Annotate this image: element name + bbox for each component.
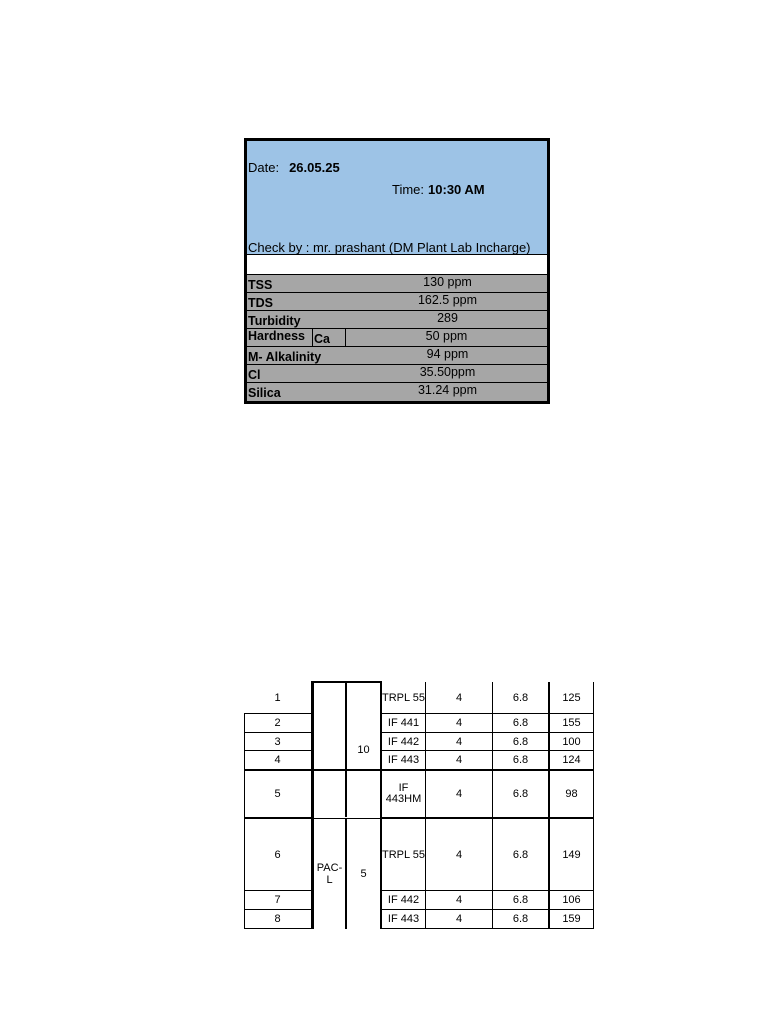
row-no: 7	[274, 894, 281, 906]
row-dose: 4	[455, 691, 463, 704]
row-product: IF 443HM	[385, 782, 422, 805]
param-row-m-alkalinity	[247, 347, 547, 365]
date-label: Date:	[248, 160, 280, 175]
row-result: 106	[562, 894, 581, 906]
row-no: 2	[274, 717, 281, 729]
row-no: 5	[274, 788, 281, 800]
param-name: TSS	[248, 278, 273, 292]
row-ph: 6.8	[512, 788, 529, 800]
row-result: 100	[562, 735, 581, 748]
time-row	[392, 182, 485, 197]
group-dose-2: 5	[360, 868, 367, 880]
param-name: Hardness	[248, 329, 305, 343]
row-result: 124	[562, 754, 581, 766]
row-dose: 4	[455, 754, 463, 766]
row-result: 149	[562, 848, 581, 861]
param-value: 162.5 ppm	[417, 293, 478, 307]
row-ph: 6.8	[512, 848, 529, 861]
param-value: 289	[437, 311, 458, 325]
param-value: 94 ppm	[426, 347, 469, 361]
param-subtype: Ca	[312, 329, 346, 346]
row-result: 98	[565, 788, 578, 800]
param-row-turbidity	[247, 311, 547, 329]
row-ph: 6.8	[512, 735, 529, 748]
checked-by: Check by : mr. prashant (DM Plant Lab Incharge)	[248, 240, 531, 255]
param-value: 130 ppm	[423, 275, 472, 289]
param-name: TDS	[248, 296, 273, 310]
param-name: Cl	[248, 368, 261, 382]
param-row-silica	[247, 383, 547, 401]
param-row-tds	[247, 293, 547, 311]
row-product: IF 442	[387, 894, 420, 906]
row-product: IF 441	[387, 717, 420, 729]
row-ph: 6.8	[512, 717, 529, 729]
grid-line	[593, 682, 594, 929]
grid-line	[311, 681, 347, 683]
row-dose: 4	[455, 848, 463, 861]
blank-row	[244, 255, 550, 275]
grid-gap	[314, 817, 380, 818]
row-dose: 4	[455, 735, 463, 748]
row-ph: 6.8	[512, 913, 529, 925]
param-row-tss	[247, 275, 547, 293]
param-row-cl	[247, 365, 547, 383]
water-analysis-report	[244, 138, 550, 404]
grid-line	[380, 928, 594, 929]
row-dose: 4	[455, 788, 463, 800]
row-no: 4	[274, 754, 281, 766]
param-name: Silica	[248, 386, 281, 400]
param-value: 35.50ppm	[419, 365, 476, 379]
row-ph: 6.8	[512, 691, 529, 704]
date-value: 26.05.25	[289, 160, 340, 175]
row-no: 6	[274, 848, 281, 861]
row-product: TRPL 55	[382, 691, 426, 704]
row-ph: 6.8	[512, 754, 529, 766]
group-dose-1: 10	[357, 743, 370, 756]
row-dose: 4	[455, 717, 463, 729]
row-no: 3	[274, 735, 281, 748]
row-dose: 4	[455, 894, 463, 906]
row-dose: 4	[455, 913, 463, 925]
param-name: M- Alkalinity	[248, 350, 322, 364]
row-result: 125	[562, 691, 581, 704]
coagulant-name: PAC-L	[316, 862, 343, 886]
parameters-table	[244, 275, 550, 404]
row-product: TRPL 55	[382, 848, 426, 861]
param-value: 31.24 ppm	[417, 383, 478, 397]
dosing-table	[244, 682, 595, 929]
date-row	[248, 160, 340, 175]
report-header	[244, 138, 550, 255]
param-row-hardness	[247, 329, 547, 347]
row-no: 8	[274, 913, 281, 925]
time-value: 10:30 AM	[428, 182, 485, 197]
row-product: IF 443	[387, 754, 420, 766]
row-result: 155	[562, 717, 581, 729]
time-label: Time:	[392, 182, 425, 197]
grid-line	[244, 928, 312, 929]
row-product: IF 443	[387, 913, 420, 925]
row-result: 159	[562, 913, 581, 925]
row-ph: 6.8	[512, 894, 529, 906]
param-value: 50 ppm	[425, 329, 468, 343]
row-no: 1	[274, 691, 281, 704]
row-product: IF 442	[387, 735, 420, 748]
param-name: Turbidity	[248, 314, 301, 328]
